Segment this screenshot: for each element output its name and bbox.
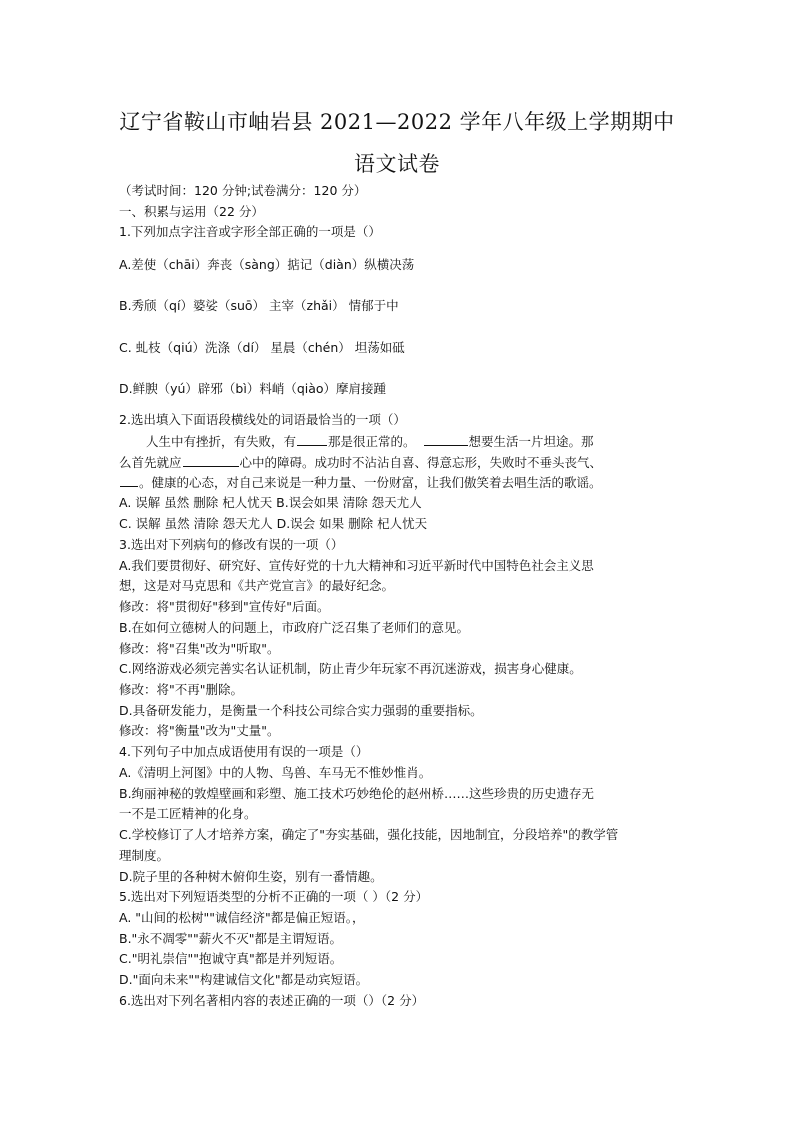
q2-options-ab: A. 误解 虽然 删除 杞人忧天 B.误会如果 清除 怨天尤人 [119,495,422,510]
q3-option-b: B.在如何立德树人的问题上，市政府广泛召集了老师们的意见。 [119,620,470,635]
q3-stem: 3.选出对下列病句的修改有误的一项（） [119,537,344,552]
q3-option-a-line1: A.我们要贯彻好、研究好、宣传好党的十九大精神和习近平新时代中国特色社会主义思 [119,558,594,573]
q5-option-b: B."永不凋零""薪火不灭"都是主谓短语。 [119,931,343,946]
q4-stem: 4.下列句子中加点成语使用有误的一项是（） [119,744,369,759]
q4-option-a: A.《清明上河图》中的人物、鸟兽、车马无不惟妙惟肖。 [119,765,432,780]
section-heading: 一、积累与运用（22 分） [119,204,264,219]
q1-option-c: C. 虬枝（qiú）洗涤（dí） 星晨（chén） 坦荡如砥 [119,340,405,355]
q2-text: 那是很正常的。 [328,434,416,449]
q5-option-a: A. "山间的松树""诚信经济"都是偏正短语。， [119,910,365,925]
exam-title-line2: 语文试卷 [354,152,440,176]
q2-passage-line2 [119,454,602,471]
q2-text: 想要生活一片坦途。那 [468,434,594,449]
q1-option-b: B.秀颀（qí）婆娑（suō） 主宰（zhǎi） 情郁于中 [119,298,399,313]
q3-option-c: C.网络游戏必须完善实名认证机制，防止青少年玩家不再沉迷游戏，损害身心健康。 [119,661,582,676]
q2-text: 心中的障碍。成功时不沾沾自喜、得意忘形，失败时不垂头丧气、 [239,455,603,470]
exam-title-line1: 辽宁省鞍山市岫岩县 2021—2022 学年八年级上学期期中 [119,110,675,134]
q5-option-c: C."明礼崇信""抱诚守真"都是并列短语。 [119,951,343,966]
q3-option-d-fix: 修改：将"衡量"改为"丈量"。 [119,723,280,738]
q3-option-c-fix: 修改：将"不再"删除。 [119,682,243,697]
q1-option-d: D.鲜腴（yú）辟邪（bì）料峭（qiào）摩肩接踵 [119,381,387,396]
q2-options-cd: C. 误解 虽然 清除 怨天尤人 D.误会 如果 删除 杞人忧天 [119,516,428,531]
q3-option-a-line2: 想，这是对马克思和《共产党宣言》的最好纪念。 [119,578,395,593]
q4-option-b-line2: 一不是工匠精神的化身。 [119,806,257,821]
q2-passage-line3 [119,474,602,491]
q2-text: 人生中有挫折，有失败，有 [146,434,297,449]
q6-stem: 6.选出对下列名著相内容的表述正确的一项（）（2 分） [119,993,425,1008]
q4-option-b-line1: B.绚丽神秘的敦煌壁画和彩塑、施工技术巧妙绝伦的赵州桥……这些珍贵的历史遗存无 [119,786,595,801]
q4-option-d: D.院子里的各种树木俯仰生姿，别有一番情趣。 [119,869,383,884]
q3-option-d: D.具备研发能力，是衡量一个科技公司综合实力强弱的重要指标。 [119,703,483,718]
q2-stem: 2.选出填入下面语段横线处的词语最恰当的一项（） [119,412,406,427]
fill-blank [424,433,468,446]
q2-passage-line1 [146,433,594,450]
q3-option-a-fix: 修改：将"贯彻好"移到"宣传好"后面。 [119,599,330,614]
q2-text: 么首先就应 [119,455,182,470]
q1-stem: 1.下列加点字注音或字形全部正确的一项是（） [119,224,381,239]
exam-info: （考试时间：120 分钟;试卷满分：120 分） [119,183,367,198]
fill-blank [297,433,327,446]
q4-option-c-line2: 理制度。 [119,848,170,863]
q1-option-a: A.差使（chāi）奔丧（sàng）掂记（diàn）纵横决荡 [119,257,415,272]
q4-option-c-line1: C.学校修订了人才培养方案，确定了"夯实基础，强化技能，因地制宜，分段培养"的教学管 [119,827,619,842]
q2-text: 。健康的心态，对自己来说是一种力量、一份财富，让我们傲笑着去唱生活的歌谣。 [139,475,602,490]
q3-option-b-fix: 修改：将"召集"改为"听取"。 [119,641,280,656]
fill-blank [183,454,239,467]
q5-stem: 5.选出对下列短语类型的分析不正确的一项（ ）（2 分） [119,889,429,904]
fill-blank [120,474,138,487]
q5-option-d: D."面向未来""构建诚信文化"都是动宾短语。 [119,972,369,987]
